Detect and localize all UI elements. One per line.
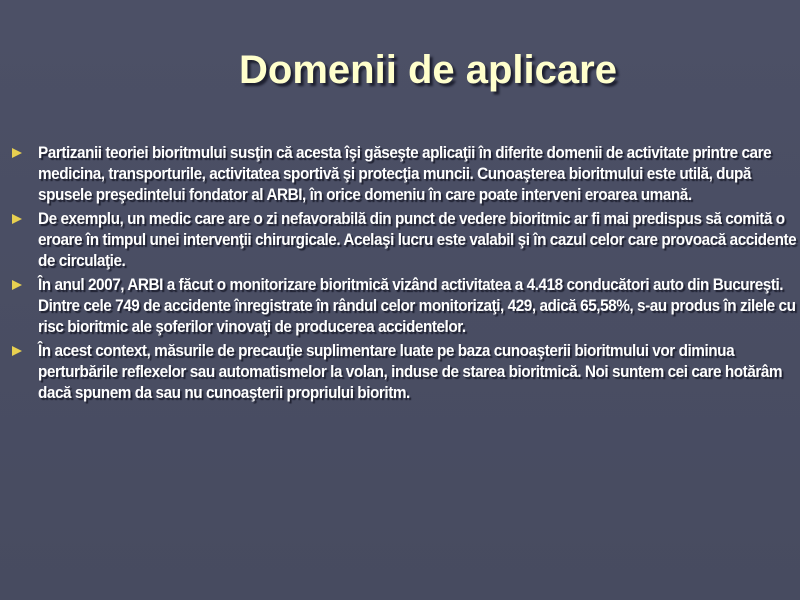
triangle-bullet-icon: [12, 214, 22, 224]
triangle-bullet-icon: [12, 280, 22, 290]
bullet-item: [10, 275, 796, 338]
bullet-item: [10, 143, 790, 206]
bullet-text: În acest context, măsurile de precauţie suplimentare luate pe baza cunoaşterii bioritmului vor diminua perturbările reflexelor sau automatismelor la volan, induse de starea bioritmică. Noi suntem cei care hotărâm dacă spunem da sau nu cunoaşterii propriului bioritm.: [38, 342, 783, 402]
bullet-list: [10, 143, 797, 407]
slide-title: Domenii de aplicare: [239, 48, 617, 92]
triangle-bullet-icon: [12, 148, 22, 158]
triangle-bullet-icon: [12, 346, 22, 356]
bullet-item: [10, 341, 790, 404]
bullet-text: În anul 2007, ARBI a făcut o monitorizare bioritmică vizând activitatea a 4.418 conducători auto din Bucureşti. Dintre cele 749 de accidente înregistrate în rândul celor monitorizaţi, 429, adică 65,58%, s-au produs în zilele cu risc bioritmic ale şoferilor vinovaţi de producerea accidentelor.: [38, 276, 796, 336]
bullet-text: De exemplu, un medic care are o zi nefavorabilă din punct de vedere bioritmic ar fi mai predispus să comită o eroare în timpul unei intervenţii chirurgicale. Acelaşi lucru este valabil şi în cazul celor care provoacă accidente de circulaţie.: [38, 210, 797, 270]
bullet-item: [10, 209, 797, 272]
bullet-text: Partizanii teoriei bioritmului susţin că acesta îşi găseşte aplicaţii în diferite domenii de activitate printre care medicina, transporturile, activitatea sportivă şi protecţia muncii. Cunoaşterea bioritmului este utilă, după spusele preşedintelui fondator al ARBI, în orice domeniu în care poate interveni eroarea umană.: [38, 144, 772, 204]
